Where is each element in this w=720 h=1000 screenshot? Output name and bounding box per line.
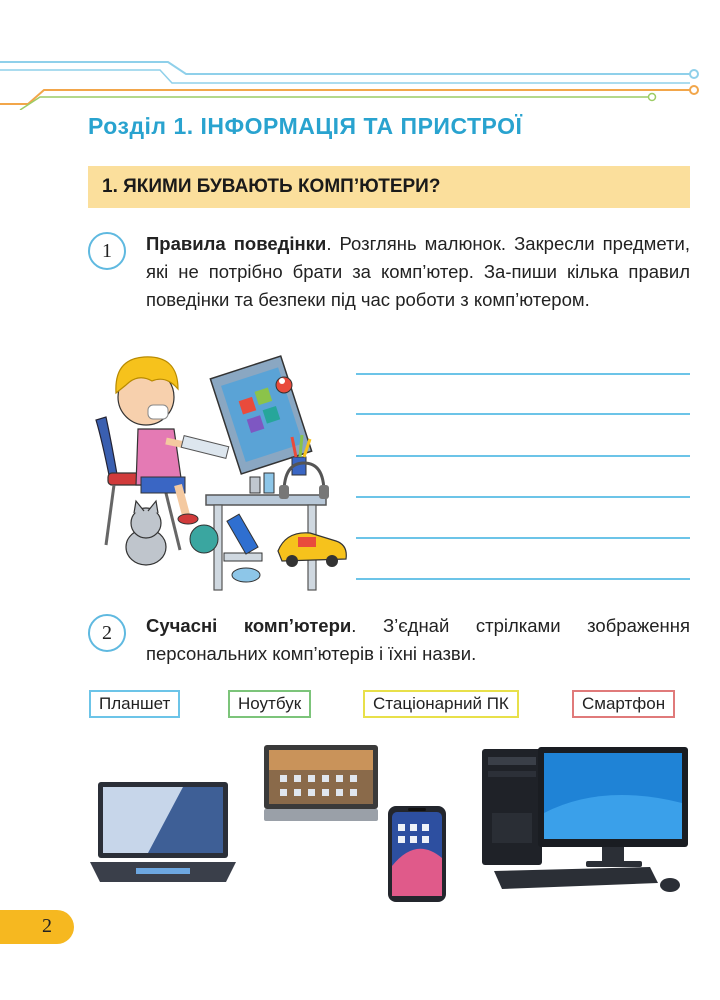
task-1-heading: Правила поведінки <box>146 233 327 254</box>
section-title: Розділ 1. ІНФОРМАЦІЯ ТА ПРИСТРОЇ <box>88 113 523 139</box>
task-1-text <box>146 230 690 314</box>
label-smartphone[interactable]: Смартфон <box>572 690 675 718</box>
answer-line-4[interactable] <box>356 496 690 498</box>
laptop-image[interactable] <box>88 780 238 886</box>
answer-line-5[interactable] <box>356 537 690 539</box>
topic-title: 1. ЯКИМИ БУВАЮТЬ КОМП’ЮТЕРИ? <box>102 176 441 197</box>
answer-line-1[interactable] <box>356 373 690 375</box>
label-desktop-pc[interactable]: Стаціонарний ПК <box>363 690 519 718</box>
answer-line-6[interactable] <box>356 578 690 580</box>
label-tablet[interactable]: Планшет <box>89 690 180 718</box>
page-number: 2 <box>42 915 52 937</box>
task-2-body: . З’єднай стрілками зображення персональних комп’ютерів і їхні назви. <box>146 615 691 664</box>
topic-header <box>88 166 690 208</box>
label-laptop[interactable]: Ноутбук <box>228 690 311 718</box>
tablet-image[interactable] <box>264 745 378 823</box>
circuit-decoration <box>0 0 720 110</box>
smartphone-image[interactable] <box>388 806 446 902</box>
answer-line-2[interactable] <box>356 413 690 415</box>
boy-at-computer-illustration <box>86 345 348 595</box>
page-number-tab <box>0 910 74 944</box>
task-2-heading: Сучасні комп’ютери <box>146 615 352 636</box>
desktop-pc-image[interactable] <box>482 743 690 899</box>
task-number-1: 1 <box>88 232 126 270</box>
task-2-text <box>146 612 690 668</box>
task-1-body: . Розглянь малюнок. Закресли предмети, які не потрібно брати за комп’ютер. За-пиши кілька правил поведінки та безпеки під час роботи з комп’ютером. <box>146 233 690 310</box>
answer-line-3[interactable] <box>356 455 690 457</box>
task-number-2: 2 <box>88 614 126 652</box>
